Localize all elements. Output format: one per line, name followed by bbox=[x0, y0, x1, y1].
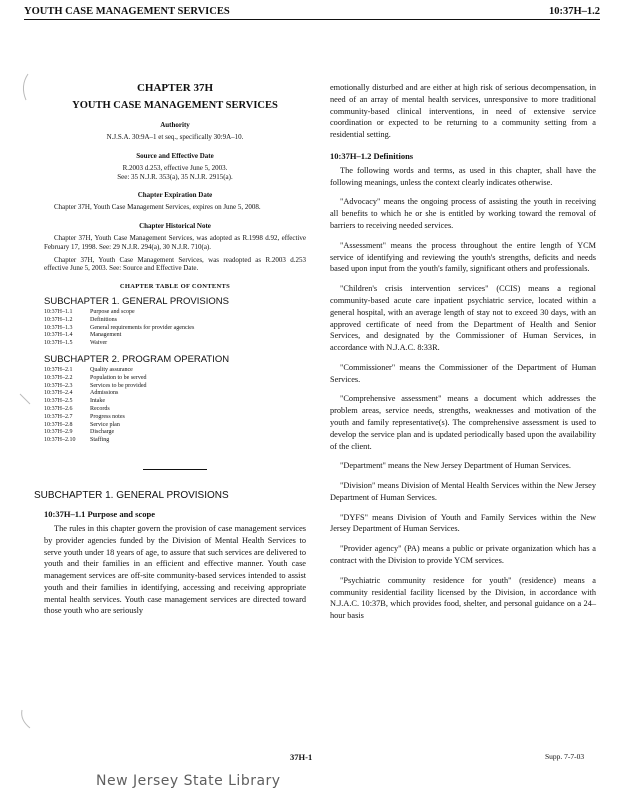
toc-subchapter-1-label: SUBCHAPTER 1. GENERAL PROVISIONS bbox=[44, 296, 229, 307]
toc-entry-number: 10:37H–1.4 bbox=[44, 332, 73, 339]
chapter-heading-block bbox=[44, 82, 306, 199]
toc-entry-title: Services to be provided bbox=[90, 382, 147, 389]
toc-entry bbox=[44, 340, 306, 348]
page-number: 37H-1 bbox=[290, 752, 313, 762]
definition-paragraph: "Children's crisis intervention services" (CCIS) means a regional community-based acute care inpatient psychiatric service, located within a general hospital, with an average length of stay not to exceed 30 days, with an approved certificate of need from the Department of Health and Senior Services, and designated by the Commissioner of Human Services, in accordance with N.J.A.C. 8:33R. bbox=[330, 284, 596, 353]
toc-entry-number: 10:37H–2.6 bbox=[44, 405, 73, 412]
toc-entry-title: Management bbox=[90, 332, 122, 339]
library-stamp: New Jersey State Library bbox=[96, 773, 281, 789]
toc-entry-title: Progress notes bbox=[90, 413, 125, 420]
definition-paragraph: "Advocacy" means the ongoing process of assisting the youth in receiving all benefits to which he or she is entitled by working toward the removal of barriers to receiving needed services. bbox=[330, 197, 596, 231]
expiration-text: Chapter 37H, Youth Case Management Services, expires on June 5, 2008. bbox=[54, 203, 261, 212]
definition-paragraph: "DYFS" means Division of Youth and Family Services within the New Jersey Department of Human Services. bbox=[330, 512, 596, 534]
history-paragraph-2: Chapter 37H, Youth Case Management Services, was readopted as R.2003 d.253 effective June 5, 2003. See: Source and Effective Date. bbox=[44, 255, 306, 273]
toc-entry-number: 10:37H–1.1 bbox=[44, 309, 73, 315]
toc-entry-title: Purpose and scope bbox=[90, 309, 135, 315]
history-heading: Chapter Historical Note bbox=[139, 222, 211, 230]
definition-paragraph: "Psychiatric community residence for youth" (residence) means a community residential facility licensed by the Division, in accordance with N.J.A.C. 10:37B, which provides food, shelter, and personal guidance on a 24–hour basis bbox=[330, 575, 596, 621]
toc-entry bbox=[44, 383, 306, 391]
running-header bbox=[24, 6, 600, 20]
toc-entry-title: Definitions bbox=[90, 316, 117, 323]
toc-entry-title: Admissions bbox=[90, 390, 119, 397]
toc-entry-number: 10:37H–2.2 bbox=[44, 374, 73, 381]
toc-entry bbox=[44, 429, 306, 437]
toc-subchapter-1-list bbox=[44, 309, 306, 348]
definitions-intro: The following words and terms, as used in this chapter, shall have the following meanings, unless the context clearly indicates otherwise. bbox=[330, 165, 596, 187]
toc-entry-number: 10:37H–1.5 bbox=[44, 340, 73, 347]
toc-entry-title: Service plan bbox=[90, 421, 120, 428]
toc-entry-number: 10:37H–1.3 bbox=[44, 324, 73, 331]
margin-mark-icon bbox=[18, 708, 32, 732]
authority-heading: Authority bbox=[160, 121, 190, 129]
toc-entry-title: General requirements for provider agencies bbox=[90, 324, 195, 331]
source-heading: Source and Effective Date bbox=[136, 151, 214, 160]
header-section: 10:37H–1.2 bbox=[548, 6, 600, 17]
toc-subchapter-2-label: SUBCHAPTER 2. PROGRAM OPERATION bbox=[44, 353, 230, 365]
purpose-paragraph: The rules in this chapter govern the provision of case management services by provider agencies funded by the Division of Mental Health Services to serve youth under 18 years of age, to assure that such services are delivered to youth and their families in an efficient and effective manner. Youth case management services are off-site community-based services intended to assist youth and their families in identifying, accessing and receiving appropriate mental health services. Youth case management services are directed toward those youth who are seriously bbox=[44, 523, 306, 616]
toc-entry-number: 10:37H–2.4 bbox=[44, 390, 73, 397]
toc-entry-title: Discharge bbox=[90, 429, 115, 436]
subchapter-1-title: SUBCHAPTER 1. GENERAL PROVISIONS bbox=[34, 489, 229, 501]
purpose-continuation: emotionally disturbed and are either at high risk of serious decompensation, in need of an array of mental health services, unresponsive to more traditional community-based clinical interventions, in need of extensive service coordination or expected to be returning to a community setting from a residential setting. bbox=[330, 83, 596, 140]
section-heading-purpose: 10:37H–1.1 Purpose and scope bbox=[44, 508, 155, 519]
toc-entry bbox=[44, 375, 306, 383]
toc-entry-title: Waiver bbox=[90, 340, 108, 347]
toc-entry-number: 10:37H–2.3 bbox=[44, 382, 73, 389]
toc-entry bbox=[44, 406, 306, 414]
toc-entry-title: Intake bbox=[90, 398, 105, 405]
expiration-heading: Chapter Expiration Date bbox=[137, 191, 213, 200]
definitions-list bbox=[330, 196, 596, 621]
history-paragraph-1: Chapter 37H, Youth Case Management Services, was adopted as R.1998 d.92, effective February 17, 1998. See: 29 N.J.R. 294(a), 30 N.J.R. 710(a). bbox=[44, 234, 306, 251]
toc-entry bbox=[44, 437, 306, 445]
toc-subchapter-2-list bbox=[44, 367, 306, 445]
toc-entry-title: Staffing bbox=[90, 437, 110, 444]
margin-mark-icon bbox=[18, 72, 32, 102]
definition-paragraph: "Provider agency" (PA) means a public or private organization which has a contract with the Division to provide YCM services. bbox=[330, 544, 596, 565]
authority-text: N.J.S.A. 30:9A–1 et seq., specifically 30:9A–10. bbox=[106, 133, 244, 141]
toc-entry bbox=[44, 422, 306, 430]
chapter-number: CHAPTER 37H bbox=[136, 82, 214, 94]
left-column bbox=[34, 82, 306, 625]
toc-entry bbox=[44, 390, 306, 398]
definition-paragraph: "Division" means Division of Mental Health Services within the New Jersey Department of Human Services. bbox=[330, 481, 596, 502]
section-divider bbox=[143, 469, 207, 470]
source-line-1: R.2003 d.253, effective June 5, 2003. bbox=[122, 163, 228, 172]
toc-entry-number: 10:37H–2.7 bbox=[44, 413, 73, 420]
toc-entry-title: Population to be served bbox=[90, 374, 147, 381]
source-line-2: See: 35 N.J.R. 353(a), 35 N.J.R. 2915(a). bbox=[117, 172, 233, 181]
toc-entry bbox=[44, 325, 306, 333]
chapter-name: YOUTH CASE MANAGEMENT SERVICES bbox=[72, 100, 278, 111]
definition-paragraph: "Comprehensive assessment" means a document which addresses the problem areas, service needs, strengths, weaknesses and motivation of the youth and family representative(s). The comprehensive assessment is used to develop the service plan and is updated periodically based upon the availability of the client. bbox=[330, 394, 596, 451]
toc-entry bbox=[44, 398, 306, 406]
toc-entry-number: 10:37H–1.2 bbox=[44, 316, 73, 323]
toc-entry-number: 10:37H–2.1 bbox=[44, 366, 73, 373]
toc-entry-number: 10:37H–2.10 bbox=[44, 437, 76, 444]
toc-entry bbox=[44, 367, 306, 375]
margin-mark-icon bbox=[18, 390, 32, 410]
toc-entry bbox=[44, 332, 306, 340]
toc-entry-title: Records bbox=[90, 405, 110, 412]
definition-paragraph: "Department" means the New Jersey Department of Human Services. bbox=[340, 461, 571, 471]
section-heading-definitions: 10:37H–1.2 Definitions bbox=[330, 150, 414, 161]
toc-entry-title: Quality assurance bbox=[90, 366, 133, 373]
toc-entry-number: 10:37H–2.9 bbox=[44, 429, 73, 436]
header-title: YOUTH CASE MANAGEMENT SERVICES bbox=[24, 6, 230, 17]
toc-entry bbox=[44, 309, 306, 317]
supplement-date: Supp. 7-7-03 bbox=[545, 752, 585, 761]
toc-entry-number: 10:37H–2.5 bbox=[44, 398, 73, 405]
toc-entry bbox=[44, 414, 306, 422]
right-column bbox=[330, 82, 596, 630]
definition-paragraph: "Commissioner" means the Commissioner of the Department of Human Services. bbox=[330, 362, 596, 384]
toc-heading: CHAPTER TABLE OF CONTENTS bbox=[119, 283, 231, 290]
toc-entry bbox=[44, 317, 306, 325]
toc-entry-number: 10:37H–2.8 bbox=[44, 421, 73, 428]
definition-paragraph: "Assessment" means the process throughout the entire length of YCM service of identifying and reviewing the youth's strengths, deficits and needs based upon input from the youth's family, significant others and professionals. bbox=[330, 240, 596, 274]
